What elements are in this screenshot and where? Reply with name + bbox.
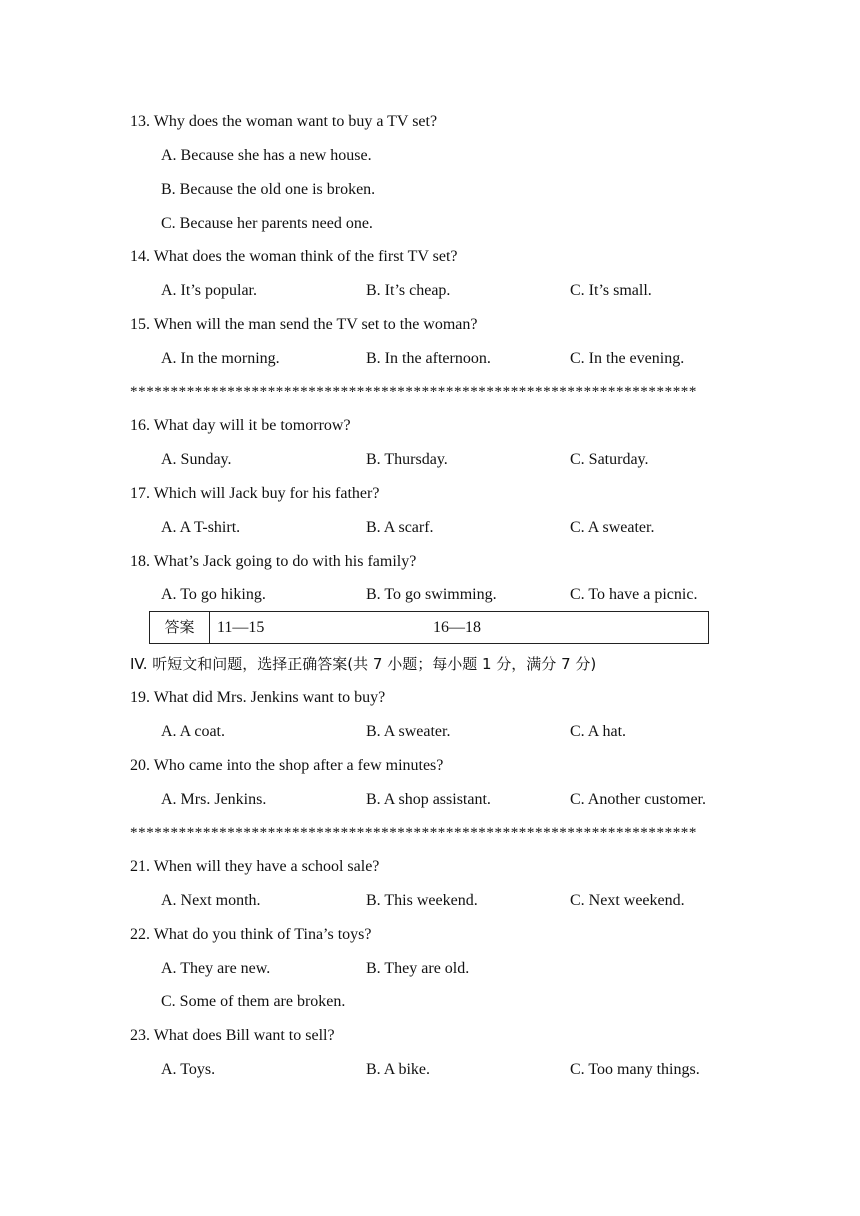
question-20-option-c: C. Another customer. bbox=[570, 791, 706, 808]
section-4-heading: IV. 听短文和问题，选择正确答案(共 7 小题；每小题 1 分，满分 7 分) bbox=[130, 655, 597, 673]
question-16: 16. What day will it be tomorrow? bbox=[130, 417, 351, 434]
answer-box bbox=[149, 611, 709, 644]
separator-stars: ********************************************************************** bbox=[130, 384, 697, 400]
question-18: 18. What’s Jack going to do with his family? bbox=[130, 553, 417, 570]
question-15-option-b: B. In the afternoon. bbox=[366, 350, 491, 367]
separator-stars-2: ********************************************************************** bbox=[130, 825, 697, 841]
question-19-option-b: B. A sweater. bbox=[366, 723, 451, 740]
question-19: 19. What did Mrs. Jenkins want to buy? bbox=[130, 689, 386, 706]
question-16-option-a: A. Sunday. bbox=[161, 451, 232, 468]
question-16-option-b: B. Thursday. bbox=[366, 451, 448, 468]
answer-box-label: 答案 bbox=[150, 612, 210, 643]
question-22: 22. What do you think of Tina’s toys? bbox=[130, 926, 372, 943]
question-13-option-c: C. Because her parents need one. bbox=[161, 215, 373, 232]
question-15-option-a: A. In the morning. bbox=[161, 350, 280, 367]
question-15: 15. When will the man send the TV set to the woman? bbox=[130, 316, 478, 333]
question-17-option-a: A. A T-shirt. bbox=[161, 519, 241, 536]
question-13-option-b: B. Because the old one is broken. bbox=[161, 181, 376, 198]
question-18-option-a: A. To go hiking. bbox=[161, 586, 266, 603]
question-14-option-b: B. It’s cheap. bbox=[366, 282, 451, 299]
question-17-option-c: C. A sweater. bbox=[570, 519, 655, 536]
question-19-option-c: C. A hat. bbox=[570, 723, 627, 740]
question-22-option-b: B. They are old. bbox=[366, 960, 470, 977]
question-20: 20. Who came into the shop after a few minutes? bbox=[130, 757, 444, 774]
question-21: 21. When will they have a school sale? bbox=[130, 858, 380, 875]
question-19-option-a: A. A coat. bbox=[161, 723, 225, 740]
question-18-option-b: B. To go swimming. bbox=[366, 586, 497, 603]
question-17: 17. Which will Jack buy for his father? bbox=[130, 485, 380, 502]
question-23-option-a: A. Toys. bbox=[161, 1061, 216, 1078]
question-21-option-a: A. Next month. bbox=[161, 892, 261, 909]
question-17-option-b: B. A scarf. bbox=[366, 519, 434, 536]
question-18-option-c: C. To have a picnic. bbox=[570, 586, 698, 603]
answer-range-11-15: 11—15 bbox=[217, 619, 265, 636]
answer-range-16-18: 16—18 bbox=[433, 619, 481, 636]
question-14: 14. What does the woman think of the first TV set? bbox=[130, 248, 458, 265]
question-15-option-c: C. In the evening. bbox=[570, 350, 685, 367]
question-16-option-c: C. Saturday. bbox=[570, 451, 649, 468]
question-14-option-c: C. It’s small. bbox=[570, 282, 652, 299]
question-23: 23. What does Bill want to sell? bbox=[130, 1027, 335, 1044]
question-20-option-a: A. Mrs. Jenkins. bbox=[161, 791, 267, 808]
question-14-option-a: A. It’s popular. bbox=[161, 282, 257, 299]
question-13-option-a: A. Because she has a new house. bbox=[161, 147, 372, 164]
question-22-option-c: C. Some of them are broken. bbox=[161, 993, 346, 1010]
question-13: 13. Why does the woman want to buy a TV set? bbox=[130, 113, 438, 130]
question-23-option-b: B. A bike. bbox=[366, 1061, 431, 1078]
question-21-option-c: C. Next weekend. bbox=[570, 892, 685, 909]
question-23-option-c: C. Too many things. bbox=[570, 1061, 700, 1078]
question-20-option-b: B. A shop assistant. bbox=[366, 791, 491, 808]
question-22-option-a: A. They are new. bbox=[161, 960, 271, 977]
question-21-option-b: B. This weekend. bbox=[366, 892, 478, 909]
